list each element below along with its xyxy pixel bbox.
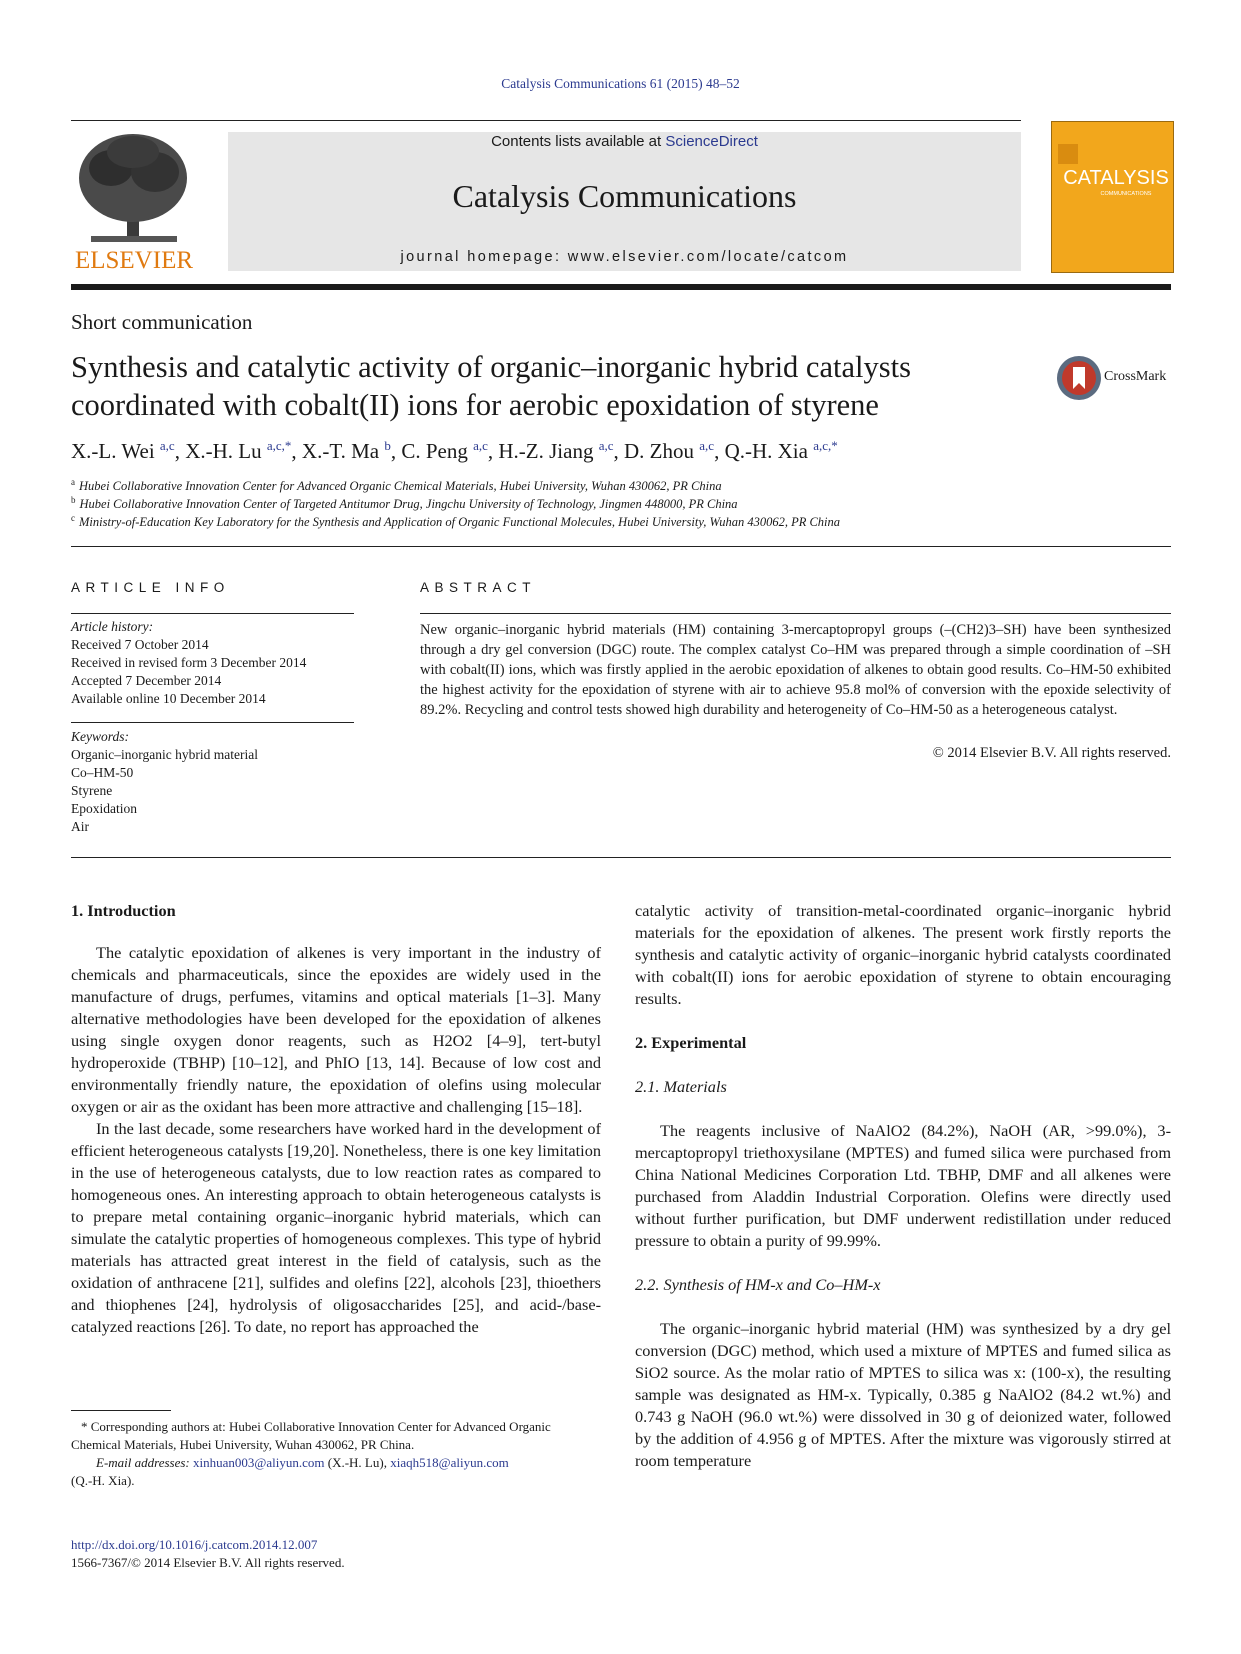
crossmark-icon[interactable] — [1056, 355, 1102, 401]
abstract-heading: ABSTRACT — [420, 580, 537, 595]
cover-subtitle: COMMUNICATIONS — [1100, 191, 1152, 197]
article-title: Synthesis and catalytic activity of organic–inorganic hybrid catalysts coordinated with cobalt(II) ions for aerobic epoxidation of styrene — [71, 350, 911, 422]
journal-reference[interactable]: Catalysis Communications 61 (2015) 48–52 — [501, 76, 740, 91]
journal-title: Catalysis Communications — [452, 178, 797, 214]
paragraph: In the last decade, some researchers have worked hard in the development of efficient heterogeneous catalysts [19,20]. Nonetheless, there is one key limitation in the use of heterogeneous catalysts, due to low reaction rates as compared to homogeneous ones. An interesting approach to obtain heterogeneous catalysts is to prepare metal containing organic–inorganic hybrid materials, which can simulate the catalytic properties of homogeneous complexes. This type of hybrid materials has attracted great interest in the field of catalysis, such as the oxidation of anthracene [21], sulfides and olefins [22], alcohols [23], thioethers and thiophenes [24], hydrolysis of oligosaccharides [25], and acid-/base-catalyzed reactions [26]. To date, no report has approached the — [71, 1119, 601, 1336]
author-affiliation: a,c,* — [266, 438, 292, 453]
journal-cover — [1051, 121, 1174, 273]
sciencedirect-link[interactable]: ScienceDirect — [665, 133, 758, 150]
author-affiliation: a,c — [699, 438, 715, 453]
keywords: Keywords: Organic–inorganic hybrid material Co–HM-50 Styrene Epoxidation Air — [71, 729, 258, 834]
author-affiliation: a,c — [159, 438, 175, 453]
paragraph: The organic–inorganic hybrid material (HM) was synthesized by a dry gel conversion (DGC) method, which used a mixture of MPTES and fumed silica as SiO2 source. As the molar ratio of MPTES to silica was x: (100-x), the resulting sample was designated as HM-x. Typically, 0.385 g NaAlO2 (84.2 wt.%) and 0.743 g NaOH (96.0 wt.%) were dissolved in 30 g of deionized water, followed by the addition of 4.956 g of MPTES. After the mixture was vigorously stirred at room temperature — [635, 1319, 1171, 1470]
materials-heading: 2.1. Materials — [635, 1077, 727, 1096]
cover-title: CATALYSIS — [1063, 167, 1169, 189]
header-thick-rule — [71, 284, 1171, 290]
page-footer — [71, 1536, 345, 1572]
paragraph: catalytic activity of transition-metal-coordinated organic–inorganic hybrid materials for the epoxidation of alkenes. The present work firstly reports the synthesis and catalytic activity of organic–inorganic hybrid catalysts coordinated with cobalt(II) ions for aerobic epoxidation of styrene to obtain encouraging results. — [635, 901, 1171, 1008]
paragraph: The reagents inclusive of NaAlO2 (84.2%), NaOH (AR, >99.0%), 3-mercaptopropyl triethoxysilane (MPTES) and fumed silica were purchased from China National Medicines Corporation Ltd. TBHP, DMF and all alkenes were purchased from Aladdin Industrial Corporation. Olefins were directly used without further purification, but DMF underwent redistillation under reduced pressure to obtain a purity of 99.99%. — [635, 1121, 1171, 1250]
abstract-copyright: © 2014 Elsevier B.V. All rights reserved. — [932, 745, 1171, 761]
divider — [71, 857, 1171, 858]
intro-heading: 1. Introduction — [71, 901, 176, 920]
author-affiliation: a,c,* — [813, 438, 838, 453]
issn-line: 1566-7367/© 2014 Elsevier B.V. All rights reserved. — [71, 1555, 345, 1570]
divider — [71, 546, 1171, 547]
elsevier-logo — [71, 128, 197, 274]
affiliation-c: $^c$ Ministry-of-Education Key Laboratory for the Synthesis and Application of Organic Functional Molecules, Hubei University, Wuhan 430062, PR China — [71, 513, 841, 530]
footnote: * Corresponding authors at: Hubei Collaborative Innovation Center for Advanced Organic Chemical Materials, Hubei University, Wuhan 430062, PR China. E-mail addresses: xinhuan003@aliyun.com (X.-H. Lu), xiaqh518@aliyun.com (Q.-H. Xia). — [71, 1419, 551, 1488]
affiliation-a: $^a$ Hubei Collaborative Innovation Center for Advanced Organic Chemical Materials, Hubei University, Wuhan 430062, PR China — [71, 477, 722, 494]
divider — [71, 613, 354, 614]
divider — [420, 613, 1171, 614]
email-link[interactable]: xinhuan003@aliyun.com — [193, 1455, 325, 1470]
synthesis-heading: 2.2. Synthesis of HM-x and Co–HM-x — [635, 1275, 881, 1294]
journal-homepage[interactable]: journal homepage: www.elsevier.com/locate/catcom — [400, 249, 849, 265]
left-column — [71, 900, 601, 1338]
author-affiliation: b — [384, 438, 391, 453]
article-type: Short communication — [71, 310, 253, 334]
crossmark-label[interactable]: CrossMark — [1104, 369, 1167, 384]
right-column — [635, 900, 1171, 1472]
abstract-text: New organic–inorganic hybrid materials (HM) containing 3-mercaptopropyl groups (–(CH2)3–SH) have been synthesized through a dry gel conversion (DGC) route. The complex catalyst Co–HM was prepared through a simple coordination of –SH with cobalt(II) ions, which was firstly applied in the aerobic epoxidation of alkenes to obtain good results. Co–HM-50 exhibited the highest activity for the epoxidation of styrene with air to achieve 95.8 mol% of conversion with the epoxide selectivity of 89.2%. Recycling and control tests showed high durability and heterogeneity of Co–HM-50 as a heterogeneous catalyst. — [420, 622, 1171, 718]
elsevier-wordmark: ELSEVIER — [74, 247, 194, 274]
footnote-rule — [71, 1410, 171, 1411]
contents-line: Contents lists available at ScienceDirect — [491, 133, 758, 150]
article-history: Article history: Received 7 October 2014 Received in revised form 3 December 2014 Accepted 7 December 2014 Available online 10 December 2014 — [71, 619, 307, 706]
author-affiliation: a,c — [473, 438, 488, 453]
header-rule — [71, 120, 1021, 121]
email-link[interactable]: xiaqh518@aliyun.com — [390, 1455, 509, 1470]
doi-link[interactable]: http://dx.doi.org/10.1016/j.catcom.2014.12.007 — [71, 1537, 318, 1552]
affiliation-b: $^b$ Hubei Collaborative Innovation Center of Targeted Antitumor Drug, Jingchu University of Technology, Jingmen 448000, PR China — [71, 495, 738, 512]
author-affiliation: a,c — [598, 438, 614, 453]
paragraph: The catalytic epoxidation of alkenes is very important in the industry of chemicals and pharmaceuticals, since the epoxides are widely used in the manufacture of drugs, perfumes, vitamins and optical materials [1–3]. Many alternative methodologies have been developed for the epoxidation of alkenes using single oxygen donor reagents, such as H2O2 [4–9], tert-butyl hydroperoxide (TBHP) [10–12], and PhIO [13, 14]. Because of low cost and environmentally friendly nature, the epoxidation of olefins using molecular oxygen or air as the oxidant has been more attractive and challenging [15–18]. — [71, 943, 601, 1116]
divider — [71, 722, 354, 723]
experimental-heading: 2. Experimental — [635, 1033, 747, 1052]
article-info-heading: ARTICLE INFO — [71, 580, 230, 595]
author-list: X.-L. Wei $^{a,c}$, X.-H. Lu $^{a,c,*}$, X.-T. Ma $^b$, C. Peng $^{a,c}$, H.-Z. Jiang $^{a,c}$, D. Zhou $^{a,c}$, Q.-H. Xia $^{a,c,*}$ — [71, 438, 838, 463]
